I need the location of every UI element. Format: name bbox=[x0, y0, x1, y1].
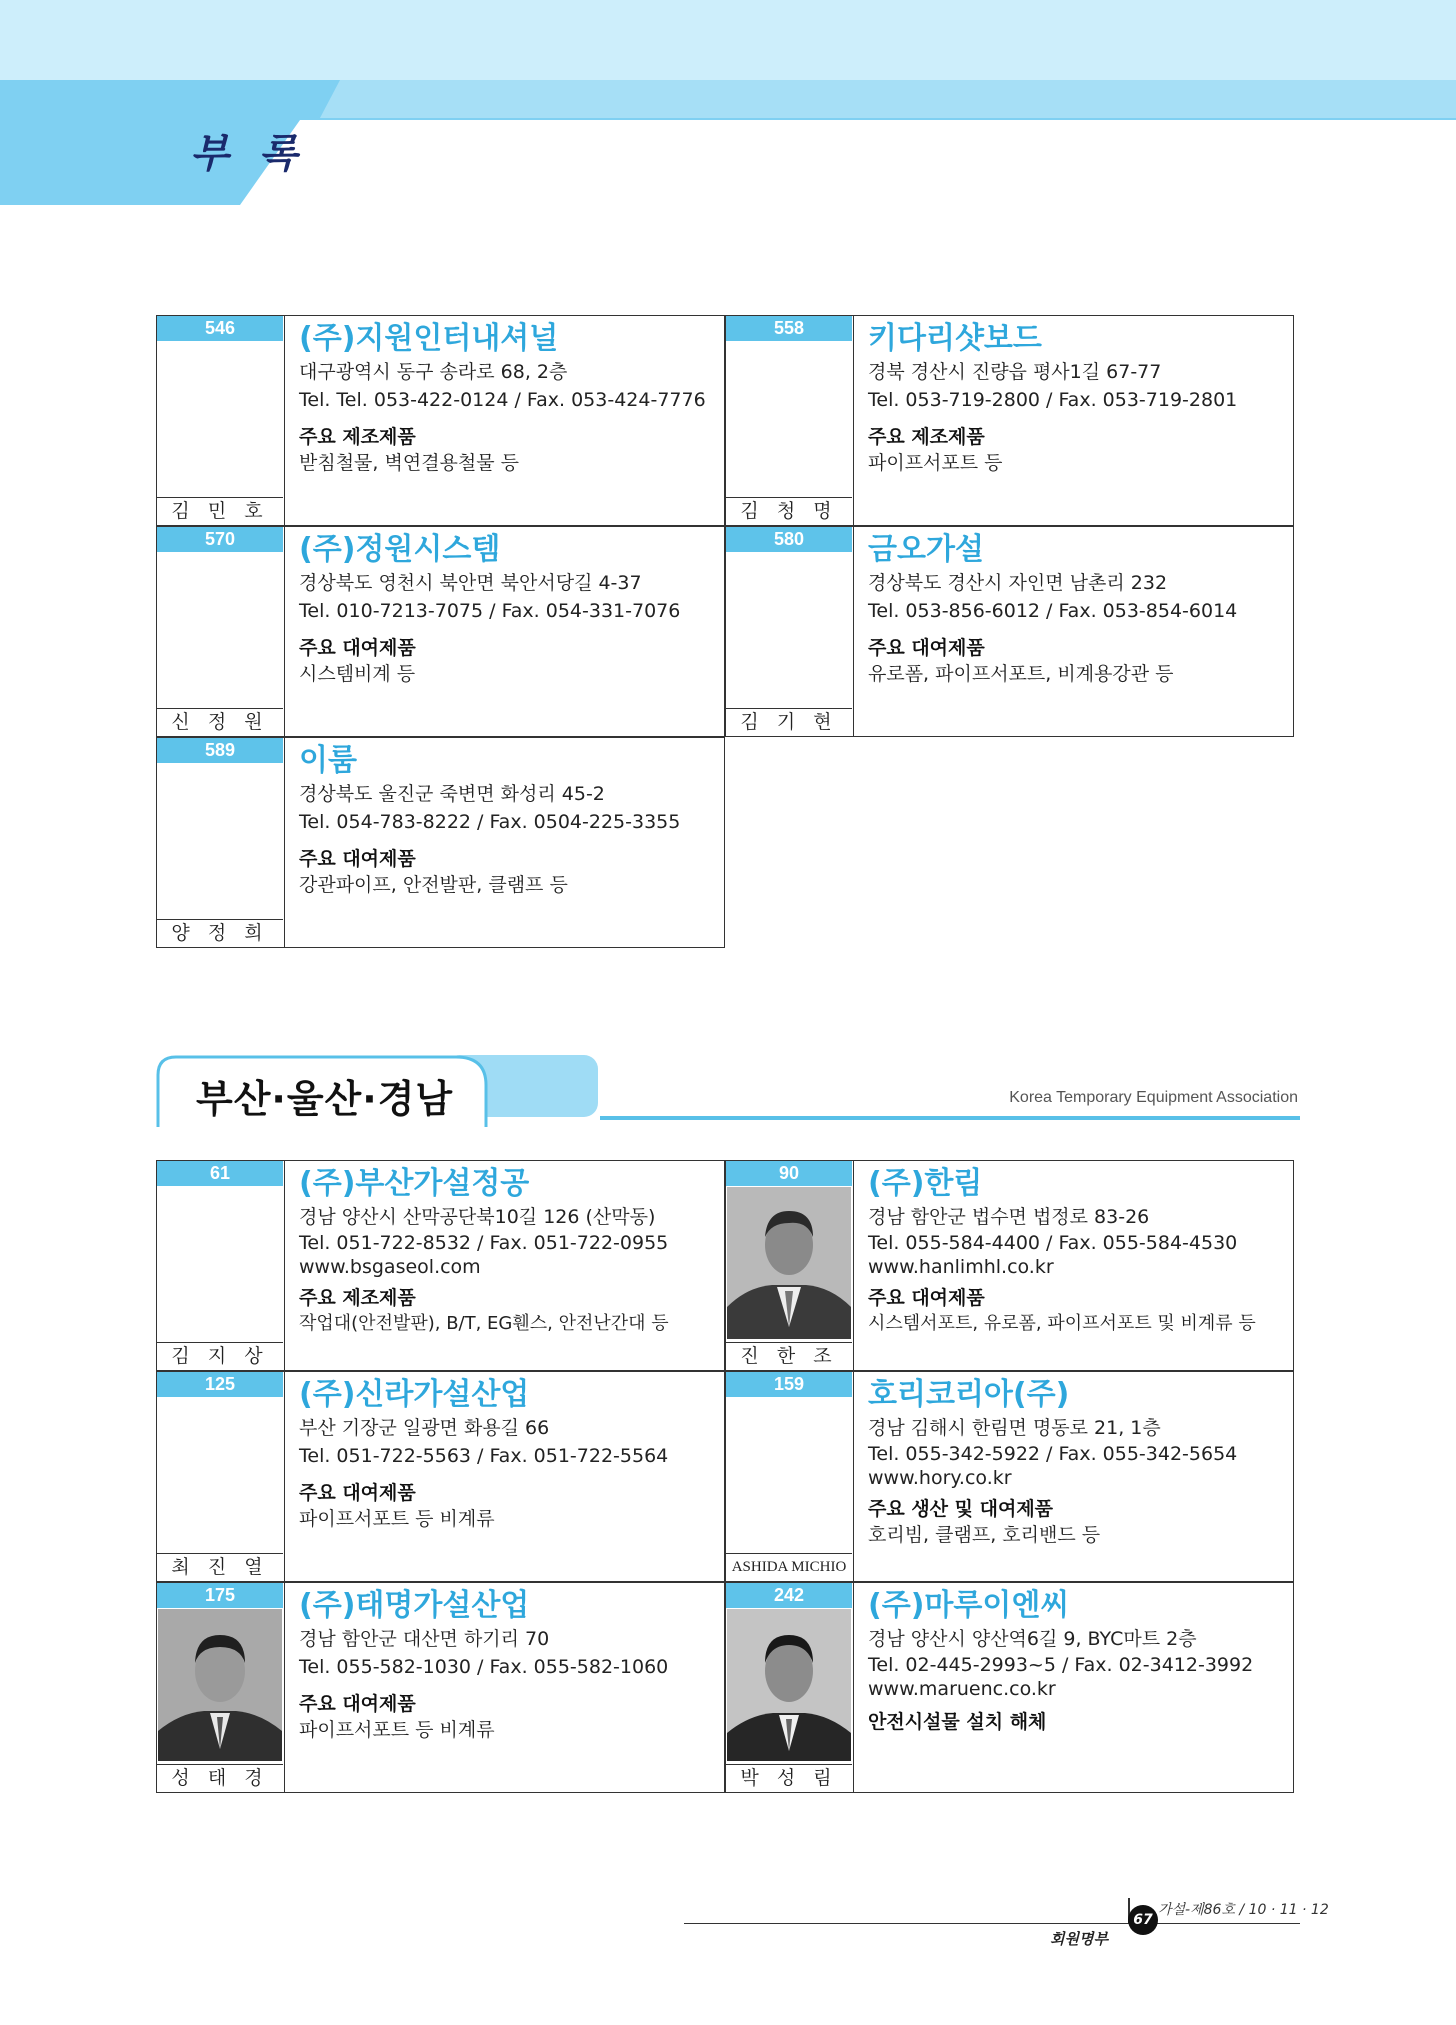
footer-section-label: 회원명부 bbox=[1050, 1930, 1108, 1948]
product-label: 주요 제조제품 bbox=[299, 1287, 416, 1309]
card-details bbox=[299, 1165, 716, 1366]
section-divider bbox=[600, 1116, 1300, 1120]
card-details bbox=[868, 531, 1285, 732]
company-address: 경남 김해시 한림면 명동로 21, 1층 bbox=[868, 1417, 1161, 1439]
product-label: 주요 대여제품 bbox=[868, 637, 985, 659]
company-address: 경남 함안군 대산면 하기리 70 bbox=[299, 1628, 550, 1650]
company-contact: Tel. 055-584-4400 / Fax. 055-584-4530 bbox=[868, 1232, 1238, 1254]
company-address: 경북 경산시 진량읍 평사1길 67-77 bbox=[868, 361, 1162, 383]
card-left-panel bbox=[157, 1372, 285, 1581]
card-details bbox=[299, 1587, 716, 1788]
company-name: (주)정원시스템 bbox=[299, 532, 501, 567]
member-number: 125 bbox=[157, 1372, 283, 1397]
member-number: 589 bbox=[157, 738, 283, 763]
card-details bbox=[299, 742, 716, 943]
company-contact: Tel. 055-582-1030 / Fax. 055-582-1060 bbox=[299, 1656, 669, 1678]
member-number: 546 bbox=[157, 316, 283, 341]
company-name: (주)부산가설정공 bbox=[299, 1166, 530, 1201]
association-name: Korea Temporary Equipment Association bbox=[1009, 1089, 1298, 1106]
member-card-159 bbox=[725, 1371, 1294, 1582]
company-website[interactable]: www.bsgaseol.com bbox=[299, 1256, 481, 1278]
product-label: 주요 대여제품 bbox=[299, 1482, 416, 1504]
card-details bbox=[868, 1587, 1285, 1788]
company-name: (주)태명가설산업 bbox=[299, 1588, 530, 1623]
company-contact: Tel. 051-722-8532 / Fax. 051-722-0955 bbox=[299, 1232, 669, 1254]
product-label: 주요 대여제품 bbox=[299, 1693, 416, 1715]
company-contact: Tel. 053-856-6012 / Fax. 053-854-6014 bbox=[868, 600, 1238, 622]
card-left-panel bbox=[157, 738, 285, 947]
representative-name: 김 지 상 bbox=[157, 1342, 283, 1370]
member-card-90 bbox=[725, 1160, 1294, 1371]
member-number: 90 bbox=[726, 1161, 852, 1186]
company-address: 경상북도 영천시 북안면 북안서당길 4-37 bbox=[299, 572, 642, 594]
card-left-panel bbox=[726, 1583, 854, 1792]
representative-name: 성 태 경 bbox=[157, 1764, 283, 1792]
product-list: 파이프서포트 등 비계류 bbox=[299, 1719, 495, 1741]
company-name: (주)신라가설산업 bbox=[299, 1377, 530, 1412]
page-number: 67 bbox=[1128, 1905, 1158, 1935]
company-name: (주)한림 bbox=[868, 1166, 983, 1201]
product-list: 파이프서포트 등 bbox=[868, 452, 1003, 474]
product-label: 주요 대여제품 bbox=[299, 637, 416, 659]
card-left-panel bbox=[726, 527, 854, 736]
company-name: 이룸 bbox=[299, 743, 357, 778]
card-left-panel bbox=[157, 527, 285, 736]
footer-rule bbox=[684, 1923, 1300, 1924]
member-number: 242 bbox=[726, 1583, 852, 1608]
member-card-589 bbox=[156, 737, 725, 948]
product-list: 호리빔, 클램프, 호리밴드 등 bbox=[868, 1524, 1101, 1546]
representative-name: 김 청 명 bbox=[726, 497, 852, 525]
member-card-61 bbox=[156, 1160, 725, 1371]
company-name: (주)마루이엔씨 bbox=[868, 1588, 1070, 1623]
company-name: 키다리샷보드 bbox=[868, 321, 1042, 356]
company-website[interactable]: www.maruenc.co.kr bbox=[868, 1678, 1056, 1700]
card-details bbox=[299, 320, 716, 521]
company-contact: Tel. 010-7213-7075 / Fax. 054-331-7076 bbox=[299, 600, 681, 622]
company-name: 호리코리아(주) bbox=[868, 1377, 1070, 1412]
company-name: (주)지원인터내셔널 bbox=[299, 321, 559, 356]
representative-name: 김 기 현 bbox=[726, 708, 852, 736]
issue-info: 가설-제86호 / 10 · 11 · 12 bbox=[1158, 1902, 1329, 1918]
representative-name: ASHIDA MICHIO bbox=[726, 1553, 852, 1581]
representative-photo bbox=[158, 1609, 282, 1761]
company-website[interactable]: www.hanlimhl.co.kr bbox=[868, 1256, 1054, 1278]
product-list: 강관파이프, 안전발판, 클램프 등 bbox=[299, 874, 568, 896]
representative-photo bbox=[727, 1609, 851, 1761]
card-left-panel bbox=[157, 1583, 285, 1792]
card-details bbox=[868, 1165, 1285, 1366]
member-number: 558 bbox=[726, 316, 852, 341]
product-list: 받침철물, 벽연결용철물 등 bbox=[299, 452, 520, 474]
member-number: 61 bbox=[157, 1161, 283, 1186]
company-address: 경남 양산시 양산역6길 9, BYC마트 2층 bbox=[868, 1628, 1197, 1650]
member-number: 580 bbox=[726, 527, 852, 552]
member-card-580 bbox=[725, 526, 1294, 737]
member-card-125 bbox=[156, 1371, 725, 1582]
representative-name: 신 정 원 bbox=[157, 708, 283, 736]
company-name: 금오가설 bbox=[868, 532, 984, 567]
product-label: 안전시설물 설치 해체 bbox=[868, 1711, 1047, 1733]
company-address: 대구광역시 동구 송라로 68, 2층 bbox=[299, 361, 568, 383]
product-list: 시스템서포트, 유로폼, 파이프서포트 및 비계류 등 bbox=[868, 1313, 1256, 1334]
representative-photo bbox=[727, 1187, 851, 1339]
product-label: 주요 대여제품 bbox=[299, 848, 416, 870]
card-details bbox=[868, 1376, 1285, 1577]
company-address: 경남 함안군 법수면 법정로 83-26 bbox=[868, 1206, 1150, 1228]
card-left-panel bbox=[726, 1372, 854, 1581]
product-label: 주요 제조제품 bbox=[299, 426, 416, 448]
card-left-panel bbox=[726, 316, 854, 525]
representative-name: 양 정 희 bbox=[157, 919, 283, 947]
member-card-175 bbox=[156, 1582, 725, 1793]
company-address: 경상북도 경산시 자인면 남촌리 232 bbox=[868, 572, 1168, 594]
representative-name: 진 한 조 bbox=[726, 1342, 852, 1370]
product-label: 주요 대여제품 bbox=[868, 1287, 985, 1309]
member-card-558 bbox=[725, 315, 1294, 526]
section-title: 부산·울산·경남 bbox=[196, 1077, 454, 1121]
card-left-panel bbox=[726, 1161, 854, 1370]
representative-name: 박 성 림 bbox=[726, 1764, 852, 1792]
member-number: 159 bbox=[726, 1372, 852, 1397]
product-list: 파이프서포트 등 비계류 bbox=[299, 1508, 495, 1530]
member-card-570 bbox=[156, 526, 725, 737]
representative-name: 김 민 호 bbox=[157, 497, 283, 525]
product-list: 작업대(안전발판), B/T, EG휀스, 안전난간대 등 bbox=[299, 1313, 669, 1334]
card-left-panel bbox=[157, 316, 285, 525]
page-title: 부 록 bbox=[190, 131, 306, 177]
company-contact: Tel. 054-783-8222 / Fax. 0504-225-3355 bbox=[299, 811, 681, 833]
company-contact: Tel. 02-445-2993~5 / Fax. 02-3412-3992 bbox=[868, 1654, 1254, 1676]
company-contact: Tel. 051-722-5563 / Fax. 051-722-5564 bbox=[299, 1445, 669, 1467]
product-label: 주요 제조제품 bbox=[868, 426, 985, 448]
product-list: 유로폼, 파이프서포트, 비계용강관 등 bbox=[868, 663, 1174, 685]
member-card-242 bbox=[725, 1582, 1294, 1793]
company-address: 부산 기장군 일광면 화용길 66 bbox=[299, 1417, 550, 1439]
member-card-546 bbox=[156, 315, 725, 526]
representative-name: 최 진 열 bbox=[157, 1553, 283, 1581]
card-details bbox=[299, 531, 716, 732]
company-contact: Tel. 053-719-2800 / Fax. 053-719-2801 bbox=[868, 389, 1238, 411]
card-details bbox=[299, 1376, 716, 1577]
company-address: 경상북도 울진군 죽변면 화성리 45-2 bbox=[299, 783, 605, 805]
card-left-panel bbox=[157, 1161, 285, 1370]
company-address: 경남 양산시 산막공단북10길 126 (산막동) bbox=[299, 1206, 656, 1228]
product-list: 시스템비계 등 bbox=[299, 663, 416, 685]
company-contact: Tel. 055-342-5922 / Fax. 055-342-5654 bbox=[868, 1443, 1238, 1465]
member-number: 175 bbox=[157, 1583, 283, 1608]
card-details bbox=[868, 320, 1285, 521]
product-label: 주요 생산 및 대여제품 bbox=[868, 1498, 1054, 1520]
company-contact: Tel. Tel. 053-422-0124 / Fax. 053-424-7776 bbox=[299, 389, 706, 411]
member-number: 570 bbox=[157, 527, 283, 552]
company-website[interactable]: www.hory.co.kr bbox=[868, 1467, 1012, 1489]
